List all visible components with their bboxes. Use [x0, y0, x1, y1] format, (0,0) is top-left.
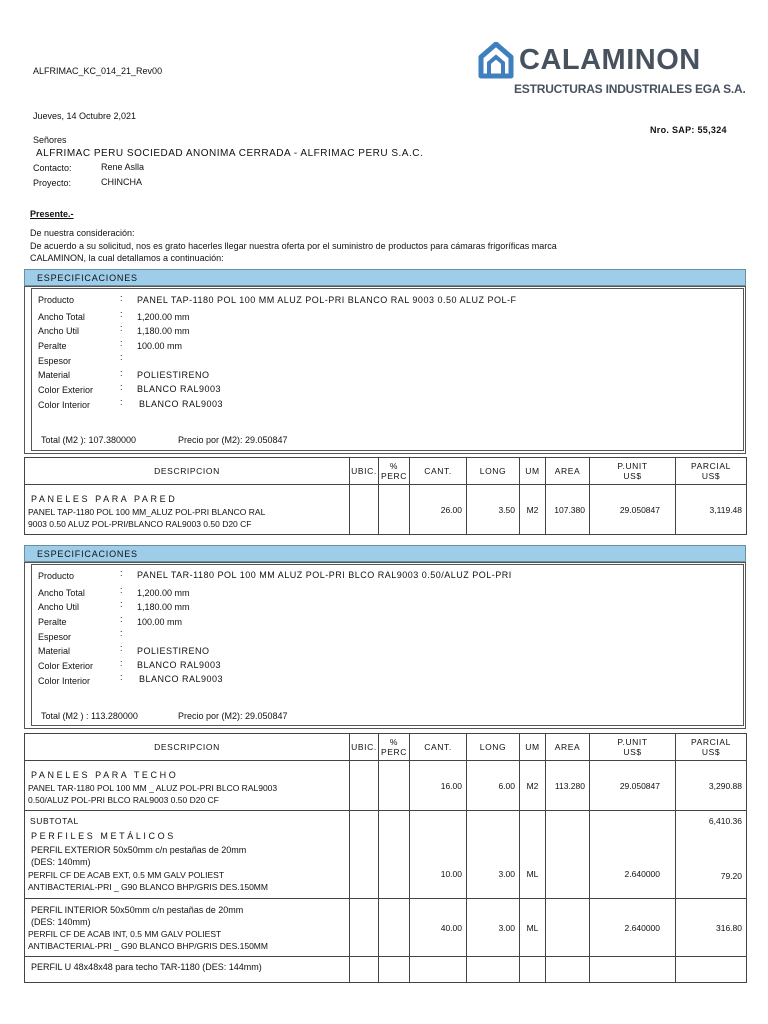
project-value: CHINCHA	[101, 177, 143, 187]
cell-ubic	[350, 899, 379, 957]
divider	[24, 534, 690, 535]
cell-um: ML	[520, 899, 546, 957]
header-cant: CANT.	[410, 458, 467, 485]
cell-parcial: 3,119.48	[676, 485, 747, 535]
header-cant: CANT.	[410, 734, 467, 761]
cell-punit: 29.050847	[590, 485, 676, 535]
items-table-techo	[24, 733, 747, 983]
header-descripcion: DESCRIPCION	[25, 458, 350, 485]
cell-perc	[379, 811, 410, 899]
perfil-exterior-desc-2: ANTIBACTERIAL-PRI _ G90 BLANCO BHP/GRIS DES.150MM	[28, 882, 268, 892]
cell-cant: 26.00	[410, 485, 467, 535]
intro-line-2: De acuerdo a su solicitud, nos es grato hacerles llegar nuestra oferta por el suministro de productos para cámaras frigoríficas marca	[30, 241, 557, 251]
contact-label: Contacto:	[33, 163, 72, 173]
perfil-interior-desc-2: ANTIBACTERIAL-PRI _ G90 BLANCO BHP/GRIS DES.150MM	[28, 941, 268, 951]
spec2-ancho-util-label: Ancho Util	[38, 602, 80, 612]
calaminon-logo-icon	[478, 42, 514, 80]
perfil-interior-des: (DES: 140mm)	[31, 917, 91, 927]
subtotal-value: 6,410.36	[708, 816, 742, 826]
row-description	[25, 899, 350, 957]
cell-perc	[379, 899, 410, 957]
spec1-peralte-value: 100.00 mm	[137, 341, 183, 351]
cell-parcial	[676, 811, 747, 899]
cell-cant: 10.00	[410, 811, 467, 899]
cell-cant	[410, 957, 467, 983]
spec2-peralte-colon: :	[120, 614, 123, 624]
spec2-color-exterior-colon: :	[120, 658, 123, 668]
presente-heading: Presente.-	[30, 209, 74, 219]
spec1-ancho-total-label: Ancho Total	[38, 312, 85, 322]
spec2-ancho-total-colon: :	[120, 585, 123, 595]
cell-punit: 29.050847	[590, 761, 676, 811]
cell-perc	[379, 761, 410, 811]
table-row	[25, 957, 747, 983]
spec1-espesor-label: Espesor	[38, 356, 72, 366]
row-description	[25, 761, 350, 811]
table-row	[25, 761, 747, 811]
spec1-ancho-util-value: 1,180.00 mm	[137, 326, 190, 336]
cell-area: 113.280	[546, 761, 590, 811]
cell-area	[546, 957, 590, 983]
perfil-exterior-parcial: 79.20	[720, 871, 742, 881]
cell-punit: 2.640000	[590, 811, 676, 899]
header-long: LONG	[467, 458, 520, 485]
header-punit: P.UNIT US$	[590, 734, 676, 761]
spec2-material-colon: :	[120, 643, 123, 653]
cell-punit: 2.640000	[590, 899, 676, 957]
spec2-color-interior-label: Color Interior	[38, 676, 91, 686]
header-ubic: UBIC.	[350, 458, 379, 485]
spec-band-1: ESPECIFICACIONES	[24, 269, 746, 286]
greeting-senores: Señores	[33, 135, 67, 145]
contact-value: Rene Aslla	[101, 162, 145, 172]
logo-name: CALAMINON	[519, 44, 701, 76]
group-title-perfiles: PERFILES METÁLICOS	[31, 831, 176, 841]
cell-ubic	[350, 761, 379, 811]
perfil-exterior-des: (DES: 140mm)	[31, 857, 91, 867]
header-ubic: UBIC.	[350, 734, 379, 761]
spec1-ancho-util-colon: :	[120, 323, 123, 333]
document-date: Jueves, 14 Octubre 2,021	[33, 111, 137, 121]
spec1-ancho-total-value: 1,200.00 mm	[137, 312, 190, 322]
logo-subtitle: ESTRUCTURAS INDUSTRIALES EGA S.A.	[514, 82, 746, 96]
spec1-color-exterior-label: Color Exterior	[38, 385, 94, 395]
perfil-exterior-title: PERFIL EXTERIOR 50x50mm c/n pestañas de 20mm	[31, 845, 247, 855]
header-um: UM	[520, 734, 546, 761]
spec1-producto-colon: :	[120, 293, 123, 303]
cell-cant: 40.00	[410, 899, 467, 957]
spec2-producto-label: Producto	[38, 571, 75, 581]
table-row	[25, 485, 747, 535]
spec1-ancho-util-label: Ancho Util	[38, 326, 80, 336]
spec2-ancho-util-value: 1,180.00 mm	[137, 602, 190, 612]
item-desc-line-2: 9003 0.50 ALUZ POL-PRI/BLANCO RAL9003 0.50 D20 CF	[28, 519, 252, 529]
spec2-precio: Precio por (M2): 29.050847	[178, 711, 288, 721]
table-row	[25, 899, 747, 957]
perfil-interior-title: PERFIL INTERIOR 50x50mm c/n pestañas de 20mm	[31, 905, 244, 915]
cell-cant: 16.00	[410, 761, 467, 811]
cell-parcial	[676, 957, 747, 983]
spec2-producto-colon: :	[120, 568, 123, 578]
cell-area	[546, 811, 590, 899]
perfil-u-title: PERFIL U 48x48x48 para techo TAR-1180 (DES: 144mm)	[31, 962, 262, 972]
spec1-peralte-colon: :	[120, 338, 123, 348]
cell-ubic	[350, 485, 379, 535]
spec1-color-interior-value: BLANCO RAL9003	[139, 399, 224, 409]
sap-number: Nro. SAP: 55,324	[650, 125, 727, 135]
header-perc: % PERC	[379, 734, 410, 761]
spec2-ancho-util-colon: :	[120, 599, 123, 609]
document-reference: ALFRIMAC_KC_014_21_Rev00	[33, 66, 163, 76]
table-row	[25, 811, 747, 899]
project-label: Proyecto:	[33, 178, 72, 188]
header-um: UM	[520, 458, 546, 485]
spec1-producto-label: Producto	[38, 295, 75, 305]
intro-line-1: De nuestra consideración:	[30, 228, 135, 238]
spec2-ancho-total-value: 1,200.00 mm	[137, 588, 190, 598]
spec2-espesor-colon: :	[120, 628, 123, 638]
header-parcial: PARCIAL US$	[676, 734, 747, 761]
cell-ubic	[350, 957, 379, 983]
items-table-pared	[24, 457, 747, 535]
group-title-pared: PANELES PARA PARED	[31, 494, 178, 504]
cell-long	[467, 957, 520, 983]
spec1-color-interior-label: Color Interior	[38, 400, 91, 410]
row-description	[25, 957, 350, 983]
cell-long: 3.50	[467, 485, 520, 535]
header-long: LONG	[467, 734, 520, 761]
spec2-material-value: POLIESTIRENO	[137, 646, 210, 656]
spec2-color-exterior-label: Color Exterior	[38, 661, 94, 671]
cell-long: 3.00	[467, 811, 520, 899]
spec2-color-interior-colon: :	[120, 672, 123, 682]
spec1-material-colon: :	[120, 368, 123, 378]
header-area: AREA	[546, 734, 590, 761]
perfil-exterior-desc-1: PERFIL CF DE ACAB EXT, 0.5 MM GALV POLIEST	[28, 870, 225, 880]
item-desc-line-2: 0.50/ALUZ POL-PRI BLCO RAL9003 0.50 D20 CF	[28, 795, 219, 805]
cell-area: 107.380	[546, 485, 590, 535]
spec2-color-exterior-value: BLANCO RAL9003	[137, 660, 222, 670]
cell-parcial: 3,290.88	[676, 761, 747, 811]
spec1-material-value: POLIESTIRENO	[137, 370, 210, 380]
spec2-peralte-label: Peralte	[38, 617, 67, 627]
row-description	[25, 811, 350, 899]
subtotal-label: SUBTOTAL	[30, 816, 79, 826]
header-parcial: PARCIAL US$	[676, 458, 747, 485]
header-perc: % PERC	[379, 458, 410, 485]
group-title-techo: PANELES PARA TECHO	[31, 770, 179, 780]
cell-perc	[379, 957, 410, 983]
perfil-interior-desc-1: PERFIL CF DE ACAB INT, 0.5 MM GALV POLIEST	[28, 929, 222, 939]
spec1-espesor-colon: :	[120, 352, 123, 362]
item-desc-line-1: PANEL TAR-1180 POL 100 MM _ ALUZ POL-PRI BLCO RAL9003	[28, 783, 278, 793]
spec2-peralte-value: 100.00 mm	[137, 617, 183, 627]
spec2-producto-value: PANEL TAR-1180 POL 100 MM ALUZ POL-PRI BLCO RAL9003 0.50/ALUZ POL-PRI	[137, 570, 512, 580]
cell-long: 3.00	[467, 899, 520, 957]
spec1-ancho-total-colon: :	[120, 309, 123, 319]
spec1-total: Total (M2 ): 107.380000	[41, 435, 137, 445]
cell-ubic	[350, 811, 379, 899]
spec1-color-interior-colon: :	[120, 397, 123, 407]
spec1-color-exterior-colon: :	[120, 382, 123, 392]
cell-perc	[379, 485, 410, 535]
spec2-material-label: Material	[38, 646, 71, 656]
header-punit: P.UNIT US$	[590, 458, 676, 485]
spec-band-2: ESPECIFICACIONES	[24, 545, 746, 562]
spec1-peralte-label: Peralte	[38, 341, 67, 351]
cell-um: M2	[520, 761, 546, 811]
spec1-precio: Precio por (M2): 29.050847	[178, 435, 288, 445]
item-desc-line-1: PANEL TAP-1180 POL 100 MM_ALUZ POL-PRI BLANCO RAL	[28, 507, 266, 517]
spec1-color-exterior-value: BLANCO RAL9003	[137, 384, 222, 394]
row-description	[25, 485, 350, 535]
client-name: ALFRIMAC PERU SOCIEDAD ANONIMA CERRADA - ALFRIMAC PERU S.A.C.	[36, 148, 424, 159]
cell-parcial: 316.80	[676, 899, 747, 957]
header-area: AREA	[546, 458, 590, 485]
intro-line-3: CALAMINON, la cual detallamos a continuación:	[30, 253, 224, 263]
cell-um	[520, 957, 546, 983]
cell-um: ML	[520, 811, 546, 899]
spec2-total: Total (M2 ) : 113.280000	[41, 711, 138, 721]
spec1-material-label: Material	[38, 370, 71, 380]
spec2-ancho-total-label: Ancho Total	[38, 588, 85, 598]
spec2-espesor-label: Espesor	[38, 632, 72, 642]
cell-punit	[590, 957, 676, 983]
cell-um: M2	[520, 485, 546, 535]
spec2-color-interior-value: BLANCO RAL9003	[139, 674, 224, 684]
header-descripcion: DESCRIPCION	[25, 734, 350, 761]
cell-long: 6.00	[467, 761, 520, 811]
cell-area	[546, 899, 590, 957]
spec1-producto-value: PANEL TAP-1180 POL 100 MM ALUZ POL-PRI BLANCO RAL 9003 0.50 ALUZ POL-F	[137, 295, 517, 305]
